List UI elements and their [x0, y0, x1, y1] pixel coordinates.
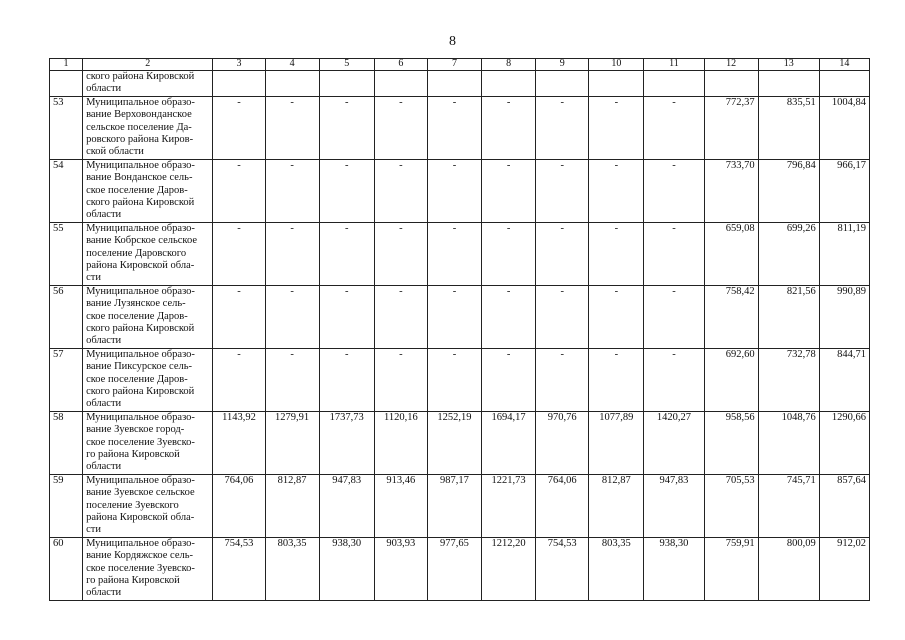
value-cell: - — [319, 97, 374, 160]
value-cell: 811,19 — [819, 223, 869, 286]
value-cell: - — [589, 349, 644, 412]
row-number: 57 — [50, 349, 83, 412]
value-cell: 705,53 — [704, 475, 758, 538]
column-header: 8 — [482, 59, 536, 71]
municipality-name: Муниципальное образо- вание Зуевское сельское поселение Зуевского района Кировской обла- сти — [83, 475, 213, 538]
municipality-name: Муниципальное образо- вание Лузянское сель- ское поселение Даров- ского района Кировской области — [83, 286, 213, 349]
value-cell: - — [536, 286, 589, 349]
value-cell: - — [319, 223, 374, 286]
value-cell: 966,17 — [819, 160, 869, 223]
value-cell: - — [644, 223, 704, 286]
value-cell: - — [374, 349, 427, 412]
value-cell: - — [374, 160, 427, 223]
value-cell: 958,56 — [704, 412, 758, 475]
value-cell: - — [644, 349, 704, 412]
column-header: 14 — [819, 59, 869, 71]
value-cell: 1252,19 — [427, 412, 481, 475]
value-cell: - — [427, 97, 481, 160]
value-cell: - — [265, 160, 319, 223]
value-cell: 857,64 — [819, 475, 869, 538]
value-cell: - — [644, 160, 704, 223]
value-cell: - — [427, 286, 481, 349]
value-cell: 1221,73 — [482, 475, 536, 538]
table-row — [50, 97, 870, 160]
municipality-name: Муниципальное образо- вание Верховонданское сельское поселение Да- ровского района Киров- ской области — [83, 97, 213, 160]
value-cell: 1004,84 — [819, 97, 869, 160]
column-header: 12 — [704, 59, 758, 71]
row-number: 54 — [50, 160, 83, 223]
value-cell: - — [536, 223, 589, 286]
value-cell: 990,89 — [819, 286, 869, 349]
value-cell: - — [265, 97, 319, 160]
value-cell: 1420,27 — [644, 412, 704, 475]
table-row — [50, 286, 870, 349]
column-header: 2 — [83, 59, 213, 71]
column-header: 7 — [427, 59, 481, 71]
value-cell: 733,70 — [704, 160, 758, 223]
value-cell: 812,87 — [589, 475, 644, 538]
municipality-name: Муниципальное образо- вание Вонданское сель- ское поселение Даров- ского района Кировской области — [83, 160, 213, 223]
value-cell: 1279,91 — [265, 412, 319, 475]
table-row — [50, 538, 870, 601]
value-cell: - — [644, 97, 704, 160]
column-header: 9 — [536, 59, 589, 71]
value-cell: - — [319, 160, 374, 223]
value-cell: 699,26 — [758, 223, 819, 286]
value-cell: 1143,92 — [213, 412, 265, 475]
value-cell: 692,60 — [704, 349, 758, 412]
municipality-name: Муниципальное образо- вание Зуевское город- ское поселение Зуевско- го района Кировской области — [83, 412, 213, 475]
row-number: 55 — [50, 223, 83, 286]
value-cell: 759,91 — [704, 538, 758, 601]
table-row — [50, 475, 870, 538]
value-cell: 659,08 — [704, 223, 758, 286]
column-header: 10 — [589, 59, 644, 71]
value-cell: - — [482, 160, 536, 223]
column-header: 6 — [374, 59, 427, 71]
table-row — [50, 223, 870, 286]
municipality-name: Муниципальное образо- вание Кобрское сельское поселение Даровского района Кировской обла- сти — [83, 223, 213, 286]
page-number: 8 — [449, 34, 456, 49]
municipality-name: Муниципальное образо- вание Пиксурское сель- ское поселение Даров- ского района Кировской области — [83, 349, 213, 412]
value-cell: 844,71 — [819, 349, 869, 412]
value-cell: 732,78 — [758, 349, 819, 412]
value-cell: 835,51 — [758, 97, 819, 160]
column-header: 3 — [213, 59, 265, 71]
table-row — [50, 412, 870, 475]
row-number: 60 — [50, 538, 83, 601]
value-cell: - — [536, 97, 589, 160]
value-cell: 1048,76 — [758, 412, 819, 475]
value-cell: 1290,66 — [819, 412, 869, 475]
value-cell: - — [374, 223, 427, 286]
column-header: 4 — [265, 59, 319, 71]
value-cell: 947,83 — [644, 475, 704, 538]
value-cell: - — [589, 97, 644, 160]
value-cell: - — [213, 286, 265, 349]
value-cell: - — [589, 286, 644, 349]
value-cell: - — [644, 286, 704, 349]
municipality-name: Муниципальное образо- вание Кордяжское сель- ское поселение Зуевско- го района Кировской области — [83, 538, 213, 601]
row-number: 56 — [50, 286, 83, 349]
value-cell: 970,76 — [536, 412, 589, 475]
value-cell: 764,06 — [536, 475, 589, 538]
value-cell: - — [213, 97, 265, 160]
value-cell: - — [536, 160, 589, 223]
column-header: 1 — [50, 59, 83, 71]
value-cell: 800,09 — [758, 538, 819, 601]
value-cell: 1694,17 — [482, 412, 536, 475]
value-cell: 754,53 — [536, 538, 589, 601]
value-cell: - — [374, 286, 427, 349]
row-number: 58 — [50, 412, 83, 475]
value-cell: - — [589, 160, 644, 223]
value-cell: 796,84 — [758, 160, 819, 223]
column-header: 5 — [319, 59, 374, 71]
row-number: 53 — [50, 97, 83, 160]
column-header: 13 — [758, 59, 819, 71]
value-cell: 1120,16 — [374, 412, 427, 475]
value-cell: - — [265, 286, 319, 349]
value-cell: 803,35 — [589, 538, 644, 601]
table-row — [50, 349, 870, 412]
value-cell: 938,30 — [644, 538, 704, 601]
value-cell: 938,30 — [319, 538, 374, 601]
value-cell: - — [213, 223, 265, 286]
value-cell: - — [427, 223, 481, 286]
value-cell: - — [536, 349, 589, 412]
value-cell: 764,06 — [213, 475, 265, 538]
value-cell: 754,53 — [213, 538, 265, 601]
tariff-table — [49, 58, 870, 601]
column-header: 11 — [644, 59, 704, 71]
value-cell: 1737,73 — [319, 412, 374, 475]
value-cell: - — [374, 97, 427, 160]
value-cell: - — [589, 223, 644, 286]
municipality-name: ского района Кировской области — [83, 71, 213, 97]
table-row — [50, 160, 870, 223]
value-cell: - — [319, 286, 374, 349]
value-cell: 947,83 — [319, 475, 374, 538]
value-cell: - — [265, 223, 319, 286]
value-cell: 913,46 — [374, 475, 427, 538]
value-cell: 758,42 — [704, 286, 758, 349]
value-cell: - — [482, 349, 536, 412]
value-cell: - — [482, 223, 536, 286]
header-row — [50, 59, 870, 71]
value-cell: 903,93 — [374, 538, 427, 601]
value-cell: 803,35 — [265, 538, 319, 601]
value-cell: - — [427, 160, 481, 223]
value-cell: - — [427, 349, 481, 412]
value-cell: 1077,89 — [589, 412, 644, 475]
value-cell: - — [319, 349, 374, 412]
value-cell: 977,65 — [427, 538, 481, 601]
value-cell: 812,87 — [265, 475, 319, 538]
value-cell: 987,17 — [427, 475, 481, 538]
value-cell: 772,37 — [704, 97, 758, 160]
value-cell: 821,56 — [758, 286, 819, 349]
row-number: 59 — [50, 475, 83, 538]
row-number — [50, 71, 83, 97]
value-cell: - — [213, 160, 265, 223]
value-cell: - — [482, 286, 536, 349]
value-cell: 745,71 — [758, 475, 819, 538]
value-cell: - — [482, 97, 536, 160]
continuation-row — [50, 71, 870, 97]
value-cell: - — [265, 349, 319, 412]
value-cell: - — [213, 349, 265, 412]
value-cell: 1212,20 — [482, 538, 536, 601]
value-cell: 912,02 — [819, 538, 869, 601]
